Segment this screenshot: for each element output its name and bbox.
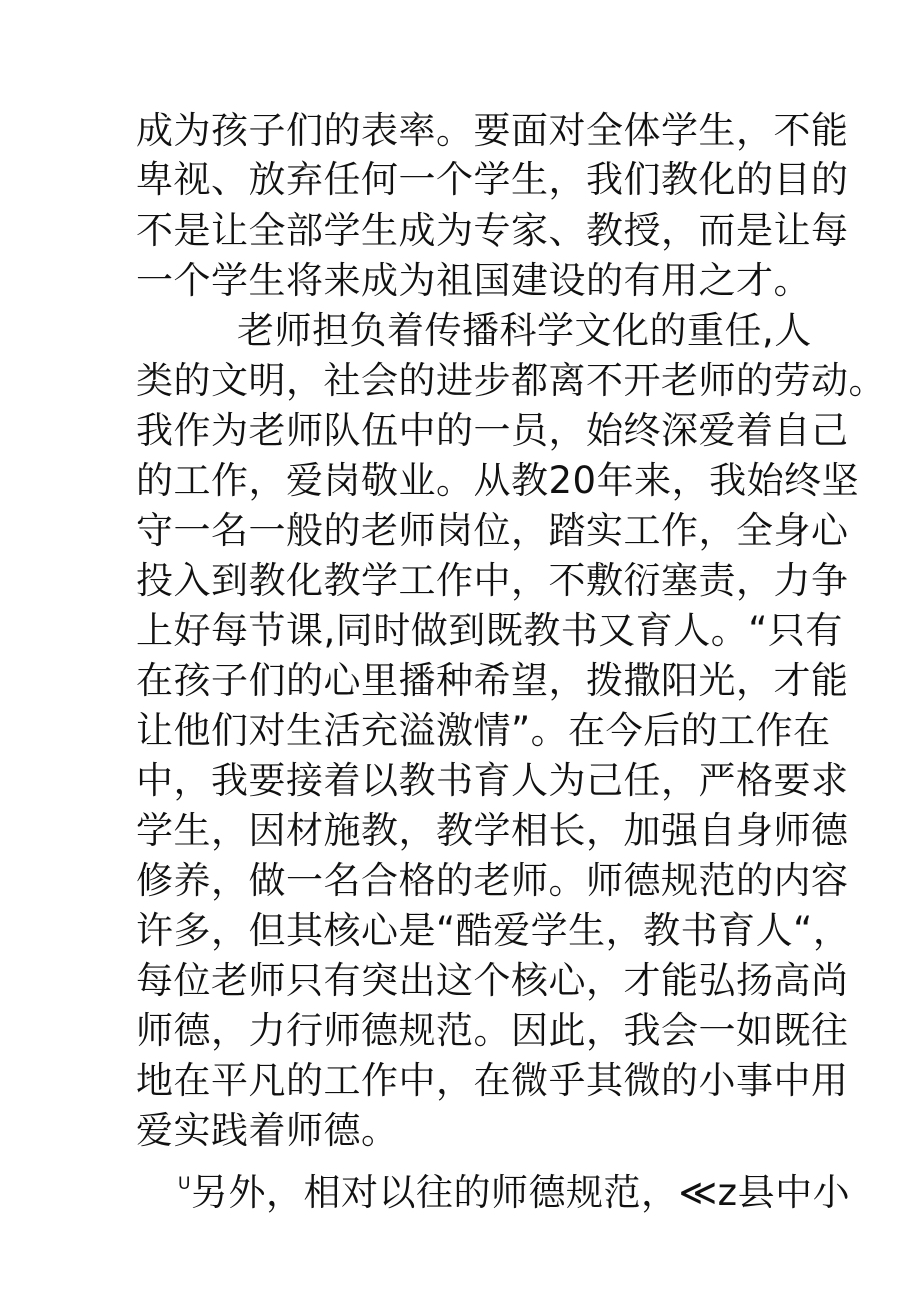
text-line: 许多，但其核心是“酷爱学生，教书育人“， [136,909,851,952]
text-line: 我作为老师队伍中的一员，始终深爱着自己 [136,409,849,452]
text-line: 守一名一般的老师岗位，踏实工作，全身心 [136,509,849,552]
text-line: 的工作，爱岗敬业。从教20年来，我始终坚 [136,459,860,502]
text-line: 让他们对生活充溢激情”。在今后的工作在 [136,709,831,752]
text-line: 在孩子们的心里播种希望，拨撒阳光，才能 [136,659,849,702]
text-line: 一个学生将来成为祖国建设的有用之才。 [136,259,811,302]
paragraph-start-line [178,1168,878,1218]
text-line: 类的文明，社会的进步都离不开老师的劳动。 [136,359,886,402]
text-line-content: 另外，相对以往的师德规范，≪z县中小 [190,1171,851,1214]
superscript-marker: U [178,1174,191,1194]
text-line: 成为孩子们的表率。要面对全体学生，不能 [136,109,849,152]
text-line: 修养，做一名合格的老师。师德规范的内容 [136,859,849,902]
text-line: 每位老师只有突出这个核心，才能弘扬高尚 [136,959,849,1002]
text-line: 爱实践着师德。 [136,1109,399,1152]
paragraph-start-line: 老师担负着传播科学文化的重任,人 [237,309,812,352]
text-line: 投入到教化教学工作中，不敷衍塞责，力争 [136,559,849,602]
text-line: 不是让全部学生成为专家、教授，而是让每 [136,209,849,252]
text-line: 中，我要接着以教书育人为己任，严格要求 [136,759,849,802]
text-line: 学生，因材施教，教学相长，加强自身师德 [136,809,849,852]
text-line: 上好每节课,同时做到既教书又育人。“只有 [136,609,843,652]
text-line: 师德，力行师德规范。因此，我会一如既往 [136,1009,849,1052]
text-line: 卑视、放弃任何一个学生，我们教化的目的 [136,158,849,201]
text-line: 地在平凡的工作中，在微乎其微的小事中用 [136,1059,849,1102]
